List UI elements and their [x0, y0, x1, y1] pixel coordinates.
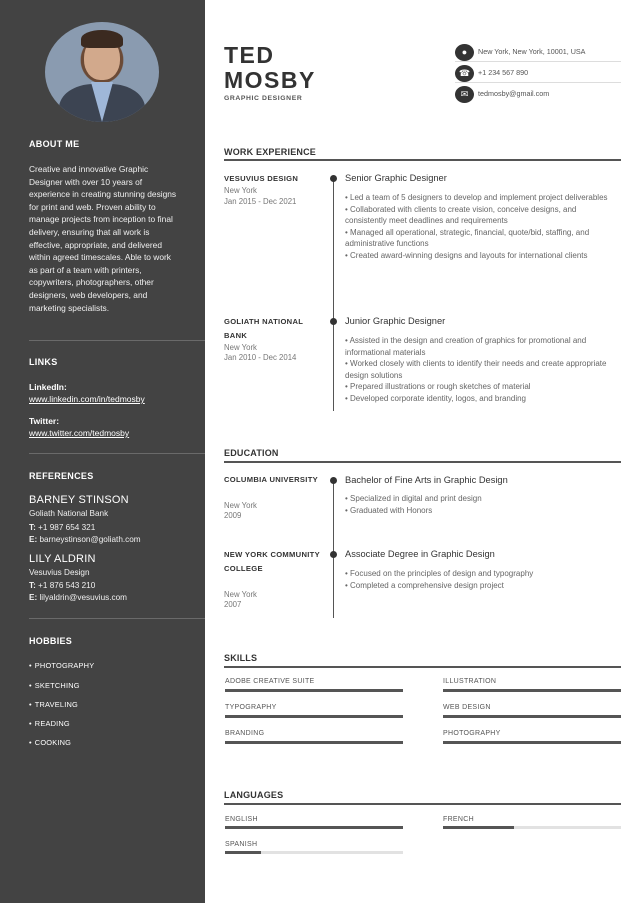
- divider: [29, 340, 205, 341]
- experience-org: VESUVIUS DESIGN: [224, 174, 299, 183]
- twitter-link[interactable]: www.twitter.com/tedmosby: [29, 428, 130, 438]
- skill-bar: [443, 741, 621, 744]
- education-year: 2009: [224, 511, 242, 520]
- section-rule: [224, 666, 621, 668]
- education-location: New York: [224, 590, 257, 599]
- skill-name: BRANDING: [225, 730, 265, 737]
- list-item: • Worked closely with clients to identify their needs and create appropriate design solutions: [345, 358, 617, 381]
- divider: [29, 618, 205, 619]
- education-org: COLUMBIA UNIVERSITY: [224, 475, 319, 484]
- contact-email[interactable]: ✉ tedmosby@gmail.com: [455, 85, 621, 104]
- language-name: SPANISH: [225, 841, 258, 848]
- about-text: Creative and innovative Graphic Designer with over 10 years of experience in creating stunning designs for print and web. Proven ability to manage projects from inception to final delivery, ensuring that all work is effective, appropriate, and delivered within agreed timescales. Able to work as part of a team with printers, copywriters, photographers, other designers, web developers, and marketing specialists.: [29, 164, 177, 313]
- education-timeline: [333, 478, 334, 618]
- reference-name: BARNEY STINSON: [29, 494, 129, 506]
- list-item: • Managed all operational, strategic, financial, quote/bid, staffing, and administrative functions: [345, 227, 617, 250]
- contact-address: ● New York, New York, 10001, USA: [455, 43, 621, 62]
- sidebar: [0, 0, 205, 903]
- reference-email: E: lilyaldrin@vesuvius.com: [29, 593, 127, 602]
- skill-bar: [443, 689, 621, 692]
- experience-location: New York: [224, 186, 257, 195]
- languages-heading: LANGUAGES: [224, 790, 284, 800]
- experience-title: Senior Graphic Designer: [345, 173, 447, 183]
- education-title: Associate Degree in Graphic Design: [345, 549, 495, 559]
- education-heading: EDUCATION: [224, 448, 279, 458]
- skills-heading: SKILLS: [224, 653, 258, 663]
- list-item: • Led a team of 5 designers to develop and implement project deliverables: [345, 192, 617, 204]
- linkedin-label: LinkedIn:: [29, 382, 67, 392]
- list-item: • Collaborated with clients to create vision, conceive designs, and consistently meet deadlines and requirements: [345, 204, 617, 227]
- divider: [29, 453, 205, 454]
- timeline-dot: [330, 175, 337, 182]
- language-name: ENGLISH: [225, 816, 258, 823]
- list-item: • Prepared illustrations or rough sketches of material: [345, 381, 617, 393]
- skill-bar: [225, 715, 403, 718]
- profile-photo: [45, 22, 159, 122]
- last-name: MOSBY: [224, 67, 316, 93]
- education-title: Bachelor of Fine Arts in Graphic Design: [345, 475, 508, 485]
- skill-name: PHOTOGRAPHY: [443, 730, 501, 737]
- list-item: • Completed a comprehensive design project: [345, 580, 617, 592]
- reference-name: LILY ALDRIN: [29, 553, 96, 565]
- skill-bar: [443, 715, 621, 718]
- skill-name: ILLUSTRATION: [443, 678, 497, 685]
- timeline-dot: [330, 318, 337, 325]
- list-item: • Specialized in digital and print design: [345, 493, 617, 505]
- experience-heading: WORK EXPERIENCE: [224, 147, 317, 157]
- reference-company: Goliath National Bank: [29, 509, 109, 518]
- experience-org: GOLIATH NATIONAL BANK: [224, 317, 304, 340]
- skill-name: WEB DESIGN: [443, 704, 491, 711]
- hobby-item: • PHOTOGRAPHY: [29, 661, 94, 670]
- timeline-dot: [330, 551, 337, 558]
- reference-email: E: barneystinson@goliath.com: [29, 535, 141, 544]
- experience-dates: Jan 2015 - Dec 2021: [224, 197, 297, 206]
- skill-name: TYPOGRAPHY: [225, 704, 277, 711]
- education-org: NEW YORK COMMUNITY COLLEGE: [224, 550, 320, 573]
- language-name: FRENCH: [443, 816, 474, 823]
- location-pin-icon: ●: [455, 44, 474, 61]
- hobby-item: • COOKING: [29, 738, 71, 747]
- skill-name: ADOBE CREATIVE SUITE: [225, 678, 315, 685]
- hobby-item: • SKETCHING: [29, 681, 80, 690]
- reference-company: Vesuvius Design: [29, 568, 90, 577]
- section-rule: [224, 159, 621, 161]
- education-bullets: [345, 568, 617, 591]
- experience-bullets: [345, 335, 617, 404]
- links-heading: LINKS: [29, 357, 58, 367]
- hobby-item: • TRAVELING: [29, 700, 78, 709]
- list-item: • Focused on the principles of design and typography: [345, 568, 617, 580]
- hobbies-heading: HOBBIES: [29, 636, 73, 646]
- experience-title: Junior Graphic Designer: [345, 316, 446, 326]
- timeline-dot: [330, 477, 337, 484]
- references-heading: REFERENCES: [29, 471, 94, 481]
- section-rule: [224, 461, 621, 463]
- reference-phone: T: +1 987 654 321: [29, 523, 96, 532]
- experience-bullets: [345, 192, 617, 261]
- list-item: • Graduated with Honors: [345, 505, 617, 517]
- list-item: • Developed corporate identity, logos, and branding: [345, 393, 617, 405]
- experience-location: New York: [224, 343, 257, 352]
- about-heading: ABOUT ME: [29, 139, 80, 149]
- list-item: • Assisted in the design and creation of graphics for promotional and informational materials: [345, 335, 617, 358]
- linkedin-link[interactable]: www.linkedin.com/in/tedmosby: [29, 394, 145, 404]
- first-name: TED: [224, 42, 275, 68]
- reference-phone: T: +1 876 543 210: [29, 581, 96, 590]
- twitter-label: Twitter:: [29, 416, 60, 426]
- education-year: 2007: [224, 600, 242, 609]
- education-bullets: [345, 493, 617, 516]
- skill-bar: [225, 741, 403, 744]
- language-bar: [225, 851, 403, 854]
- list-item: • Created award-winning designs and layouts for international clients: [345, 250, 617, 262]
- section-rule: [224, 803, 621, 805]
- phone-icon: ☎: [455, 65, 474, 82]
- hobby-item: • READING: [29, 719, 70, 728]
- skill-bar: [225, 689, 403, 692]
- contact-phone: ☎ +1 234 567 890: [455, 64, 621, 83]
- experience-dates: Jan 2010 - Dec 2014: [224, 353, 297, 362]
- education-location: New York: [224, 501, 257, 510]
- language-bar: [225, 826, 403, 829]
- language-bar: [443, 826, 621, 829]
- experience-timeline: [333, 177, 334, 411]
- email-icon: ✉: [455, 86, 474, 103]
- job-title: GRAPHIC DESIGNER: [224, 95, 303, 102]
